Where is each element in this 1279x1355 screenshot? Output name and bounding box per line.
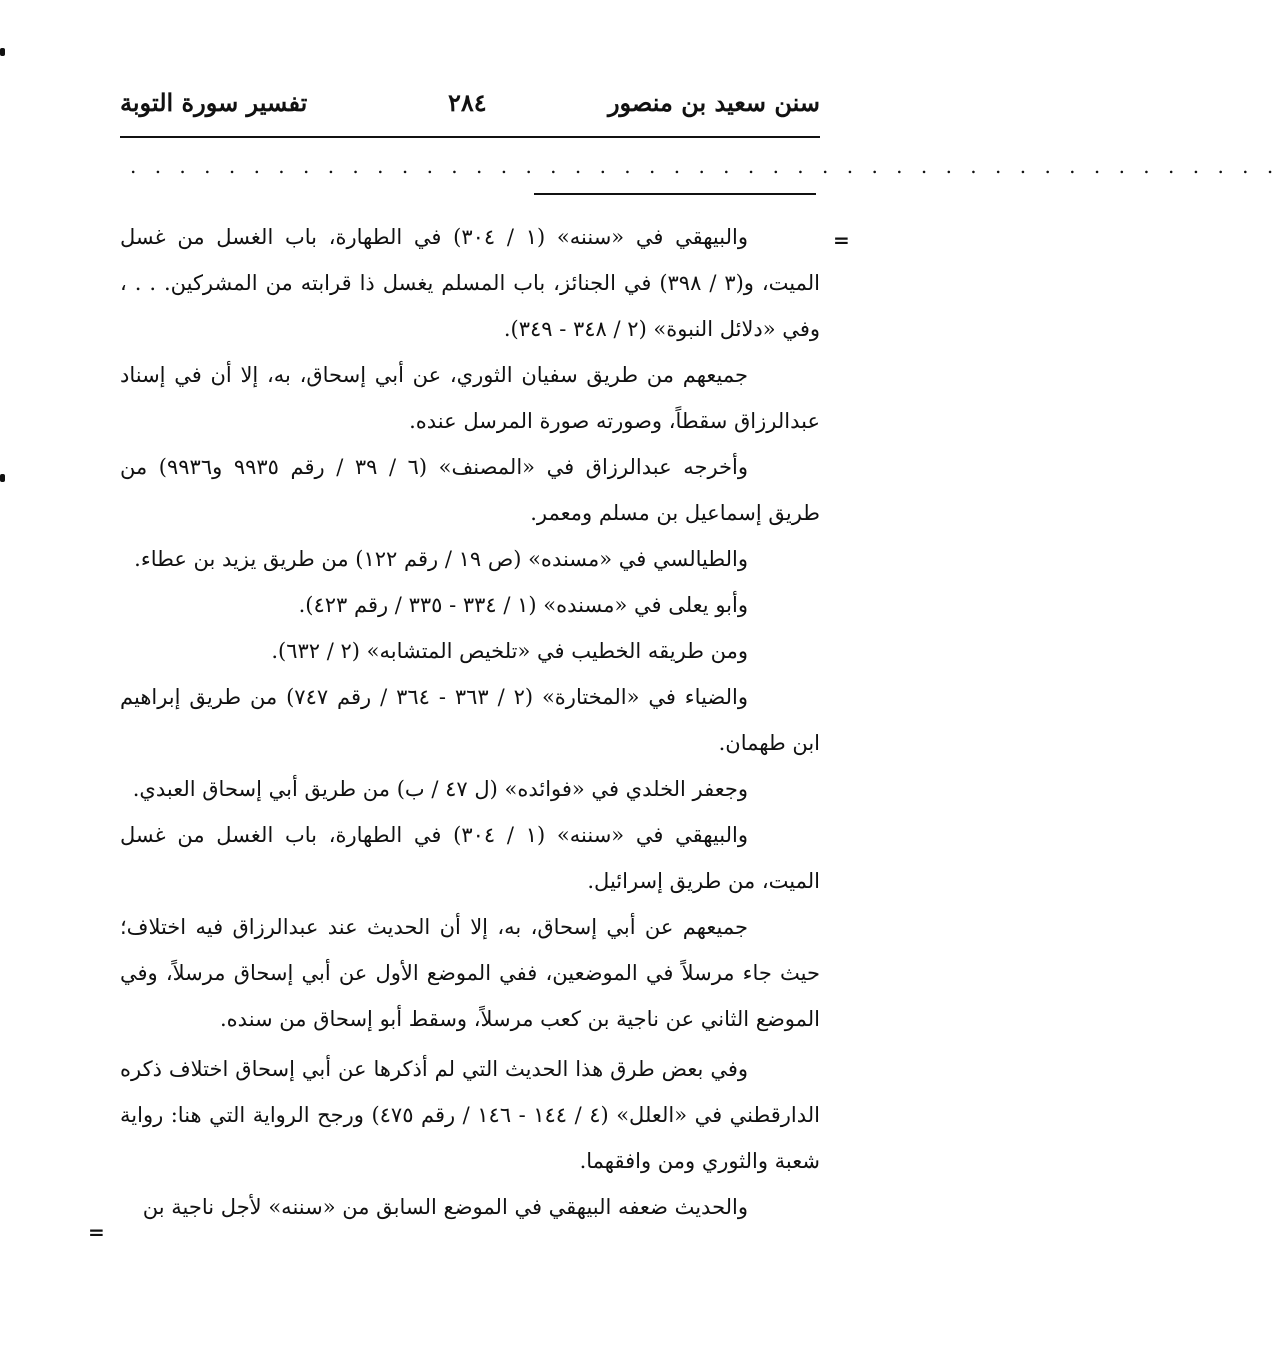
paragraph: وجعفر الخلدي في «فوائده» (ل ٤٧ / ب) من طريق أبي إسحاق العبدي.	[132, 777, 748, 801]
paragraph: والضياء في «المختارة» (٢ / ٣٦٣ - ٣٦٤ / رقم ٧٤٧) من طريق إبراهيم ابن طهمان.	[120, 685, 820, 755]
paragraph: وأبو يعلى في «مسنده» (١ / ٣٣٤ - ٣٣٥ / رقم ٤٢٣).	[298, 593, 748, 617]
paragraph: والحديث ضعفه البيهقي في الموضع السابق من «سننه» لأجل ناجية بن	[142, 1195, 748, 1219]
header-rule	[120, 136, 820, 138]
page-header	[120, 88, 820, 128]
scan-mark	[0, 474, 5, 482]
paragraph: وأخرجه عبدالرزاق في «المصنف» (٦ / ٣٩ / رقم ٩٩٣٥ و٩٩٣٦) من طريق إسماعيل بن مسلم ومعمر.	[120, 455, 820, 525]
continuation-mark-bottom: =	[88, 1220, 105, 1244]
paragraph: والطيالسي في «مسنده» (ص ١٩ / رقم ١٢٢) من طريق يزيد بن عطاء.	[134, 547, 748, 571]
book-title: سنن سعيد بن منصور	[607, 88, 820, 117]
paragraph: ومن طريقه الخطيب في «تلخيص المتشابه» (٢ / ٦٣٢).	[271, 639, 748, 663]
paragraph: جميعهم من طريق سفيان الثوري، عن أبي إسحاق، به، إلا أن في إسناد عبدالرزاق سقطاً، وصورته صورة المرسل عنده.	[120, 363, 820, 433]
paragraph: جميعهم عن أبي إسحاق، به، إلا أن الحديث عند عبدالرزاق فيه اختلاف؛ حيث جاء مرسلاً في الموضعين، ففي الموضع الأول عن أبي إسحاق مرسلاً، وفي الموضع الثاني عن ناجية بن كعب مرسلاً، وسقط أبو إسحاق من سنده.	[120, 915, 820, 1031]
paragraph: والبيهقي في «سننه» (١ / ٣٠٤) في الطهارة، باب الغسل من غسل الميت، من طريق إسرائيل.	[120, 823, 820, 893]
footnote-rule	[534, 193, 816, 195]
scan-mark	[0, 48, 5, 56]
paragraph: وفي بعض طرق هذا الحديث التي لم أذكرها عن أبي إسحاق اختلاف ذكره الدارقطني في «العلل» (٤ / ١٤٤ - ١٤٦ / رقم ٤٧٥) ورجح الرواية التي هنا: رواية شعبة والثوري ومن وافقهما.	[120, 1057, 821, 1173]
paragraph: والبيهقي في «سننه» (١ / ٣٠٤) في الطهارة، باب الغسل من غسل الميت، و(٣ / ٣٩٨) في الجنائز، باب المسلم يغسل ذا قرابته من المشركين. . . ، وفي «دلائل النبوة» (٢ / ٣٤٨ - ٣٤٩).	[120, 225, 820, 341]
chapter-title: تفسير سورة التوبة	[120, 88, 308, 117]
footnote-body	[120, 214, 820, 1230]
page-number: ٢٨٤	[448, 88, 487, 117]
continuation-mark-top: =	[833, 228, 850, 252]
dotted-separator: . . . . . . . . . . . . . . . . . . . . . . . . . . . . . . . . . . . . . . . . . . . . . . .	[130, 154, 1279, 178]
